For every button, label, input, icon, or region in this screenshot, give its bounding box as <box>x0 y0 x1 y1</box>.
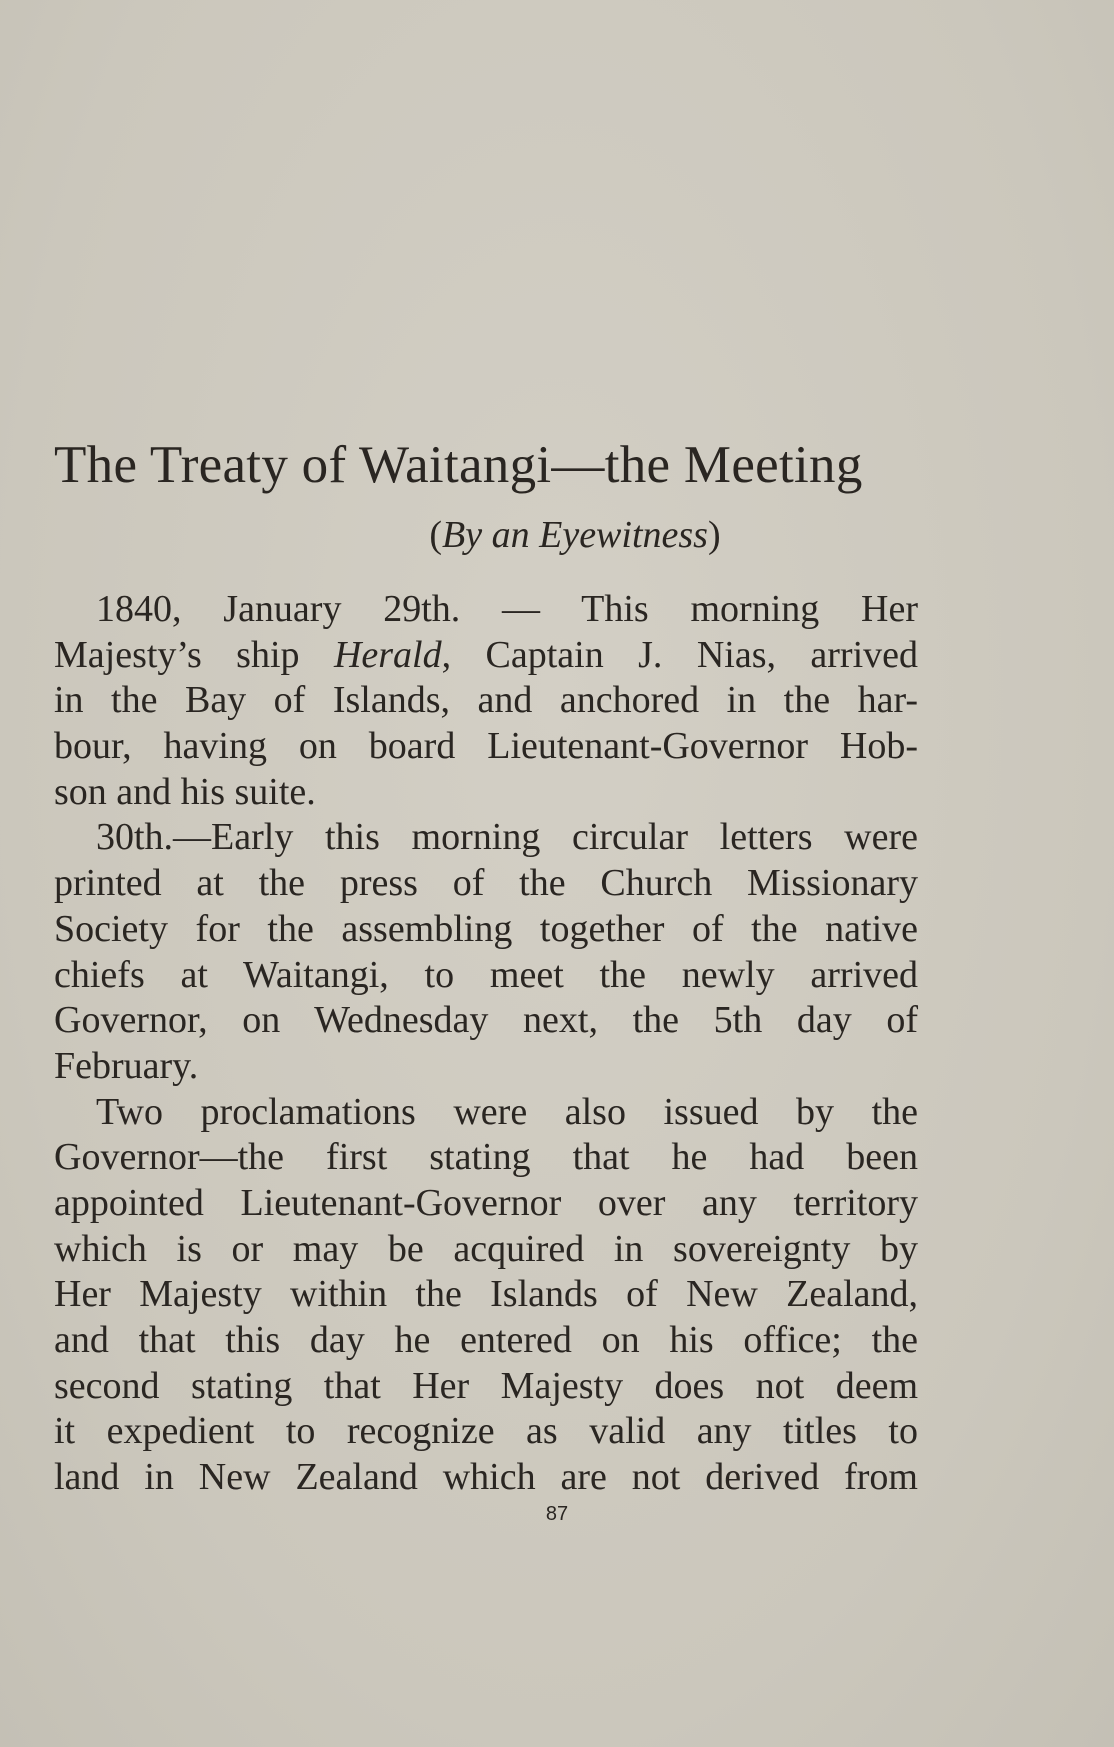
text-line: which is or may be acquired in sovereignty by <box>54 1227 918 1270</box>
text-line: Society for the assembling together of the native <box>54 907 918 950</box>
text-line: son and his suite. <box>54 770 316 813</box>
text-line: land in New Zealand which are not derived from <box>54 1456 918 1499</box>
text-line <box>54 633 918 679</box>
paragraph-3 <box>54 1090 918 1501</box>
text-line: appointed Lieutenant-Governor over any territory <box>54 1181 918 1224</box>
text-line: Her Majesty within the Islands of New Zealand, <box>54 1273 918 1316</box>
page-number: 87 <box>545 1503 569 1525</box>
text-line: Two proclamations were also issued by the <box>96 1090 918 1133</box>
text-line: 30th.—Early this morning circular letters were <box>96 816 918 859</box>
subtitle-open-paren: ( <box>429 514 443 556</box>
text-line: it expedient to recognize as valid any titles to <box>54 1410 918 1453</box>
chapter-title: The Treaty of Waitangi—the Meeting <box>54 436 863 494</box>
text-line: 1840, January 29th. — This morning Her <box>96 588 918 630</box>
text-line: printed at the press of the Church Missionary <box>54 862 918 905</box>
paragraph-1 <box>54 587 918 815</box>
text-line: chiefs at Waitangi, to meet the newly arrived <box>54 953 918 996</box>
text-line: February. <box>54 1044 199 1087</box>
text-line: second stating that Her Majesty does not deem <box>54 1364 918 1407</box>
text-run: Majesty’s ship <box>54 633 334 676</box>
subtitle-close-paren: ) <box>707 514 721 556</box>
text-line: Governor—the first stating that he had been <box>54 1136 918 1179</box>
text-line: in the Bay of Islands, and anchored in the har- <box>54 679 918 722</box>
text-line: Governor, on Wednesday next, the 5th day of <box>54 999 918 1042</box>
body-text <box>54 587 918 1501</box>
chapter-subtitle <box>0 510 1114 560</box>
text-line: bour, having on board Lieutenant-Governor Hob- <box>54 725 918 768</box>
text-line: and that this day he entered on his office; the <box>54 1319 918 1361</box>
paragraph-2 <box>54 815 918 1089</box>
ship-name: Herald <box>333 633 442 676</box>
subtitle-text: By an Eyewitness <box>442 514 708 556</box>
text-run: , Captain J. Nias, arrived <box>441 633 918 676</box>
